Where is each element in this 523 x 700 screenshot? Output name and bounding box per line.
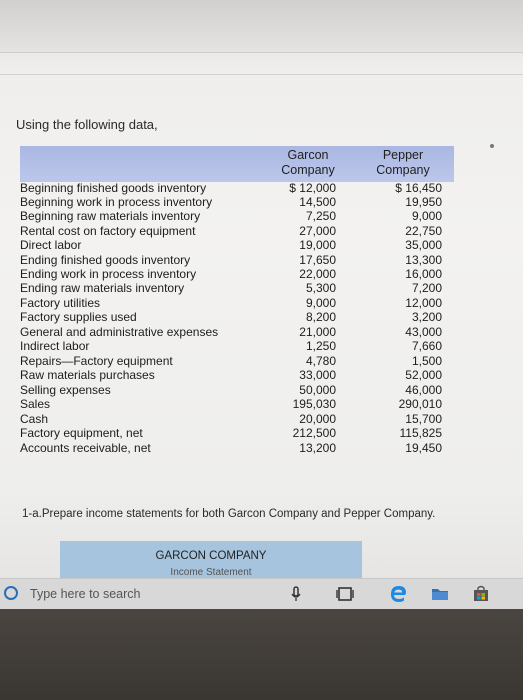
garcon-value: 20,000 — [299, 412, 336, 426]
row-label: Sales — [20, 397, 51, 411]
pepper-header-line2: Company — [376, 163, 430, 177]
garcon-value: 14,500 — [299, 195, 336, 209]
pepper-value: 7,660 — [411, 339, 442, 353]
row-label: General and administrative expenses — [20, 325, 219, 339]
pepper-value: 115,825 — [399, 426, 442, 440]
garcon-value: 50,000 — [299, 383, 336, 397]
pepper-value: 13,300 — [405, 253, 442, 267]
garcon-value: 33,000 — [299, 368, 336, 382]
row-label: Factory supplies used — [20, 310, 137, 324]
divider — [0, 74, 523, 75]
garcon-value: 17,650 — [299, 253, 336, 267]
garcon-value: $ 12,000 — [289, 181, 336, 195]
pepper-value: 9,000 — [411, 209, 442, 223]
table-row — [20, 267, 454, 281]
data-table — [20, 146, 454, 476]
row-label: Ending work in process inventory — [20, 267, 197, 281]
row-label: Beginning work in process inventory — [20, 195, 213, 209]
row-label: Beginning finished goods inventory — [20, 181, 207, 195]
pepper-value: 46,000 — [405, 383, 442, 397]
pepper-value: 19,450 — [405, 441, 442, 455]
edge-icon[interactable] — [389, 584, 409, 604]
row-label: Cash — [20, 412, 49, 426]
garcon-value: 22,000 — [299, 267, 336, 281]
pepper-value: 1,500 — [411, 354, 442, 368]
row-label: Rental cost on factory equipment — [20, 224, 196, 238]
row-label: Selling expenses — [20, 383, 111, 397]
garcon-header-line2: Company — [281, 163, 335, 177]
table-row — [20, 296, 454, 310]
taskbar-search-input[interactable]: Type here to search — [30, 587, 141, 601]
pepper-value: 43,000 — [405, 325, 442, 339]
row-label: Repairs—Factory equipment — [20, 354, 173, 368]
table-row — [20, 426, 454, 440]
garcon-value: 19,000 — [299, 238, 336, 252]
row-label: Factory equipment, net — [20, 426, 143, 440]
row-label: Direct labor — [20, 238, 82, 252]
pepper-value: 12,000 — [405, 296, 442, 310]
garcon-value: 8,200 — [305, 310, 336, 324]
table-row — [20, 238, 454, 252]
start-icon[interactable] — [4, 586, 18, 600]
row-label: Accounts receivable, net — [20, 441, 151, 455]
row-label: Ending raw materials inventory — [20, 281, 185, 295]
garcon-value: 21,000 — [299, 325, 336, 339]
browser-top-area — [0, 0, 523, 53]
question-text: 1-a.Prepare income statements for both Garcon Company and Pepper Company. — [22, 508, 436, 520]
income-statement-header — [60, 541, 362, 578]
row-label: Factory utilities — [20, 296, 101, 310]
pepper-value: 16,000 — [405, 267, 442, 281]
row-label: Beginning raw materials inventory — [20, 209, 201, 223]
pepper-value: 290,010 — [398, 397, 442, 411]
pepper-value: 35,000 — [405, 238, 442, 252]
garcon-value: 1,250 — [305, 339, 336, 353]
microphone-icon[interactable] — [286, 584, 306, 604]
taskbar — [0, 578, 523, 609]
table-row — [20, 253, 454, 267]
row-label: Raw materials purchases — [20, 368, 155, 382]
bullet-dot — [490, 144, 494, 148]
monitor-bezel — [0, 609, 523, 700]
table-row — [20, 339, 454, 353]
table-row — [20, 181, 454, 195]
store-icon[interactable] — [471, 584, 491, 604]
pepper-value: 7,200 — [411, 281, 442, 295]
file-explorer-icon[interactable] — [430, 584, 450, 604]
row-label: Ending finished goods inventory — [20, 253, 191, 267]
table-row — [20, 441, 454, 455]
table-row — [20, 281, 454, 295]
row-label: Indirect labor — [20, 339, 90, 353]
table-row — [20, 195, 454, 209]
form-subtitle: Income Statement — [170, 567, 252, 578]
garcon-header-line1: Garcon — [287, 148, 329, 162]
table-row — [20, 368, 454, 382]
pepper-value: 15,700 — [405, 412, 442, 426]
pepper-value: 19,950 — [405, 195, 442, 209]
table-row — [20, 209, 454, 223]
garcon-value: 4,780 — [305, 354, 336, 368]
garcon-value: 7,250 — [305, 209, 336, 223]
garcon-value: 13,200 — [299, 441, 336, 455]
garcon-column-header — [274, 148, 342, 178]
table-row — [20, 354, 454, 368]
intro-text: Using the following data, — [16, 117, 158, 132]
table-row — [20, 325, 454, 339]
pepper-value: $ 16,450 — [395, 181, 442, 195]
table-row — [20, 224, 454, 238]
garcon-value: 9,000 — [305, 296, 336, 310]
table-row — [20, 412, 454, 426]
task-view-icon[interactable] — [335, 584, 355, 604]
garcon-value: 212,500 — [292, 426, 336, 440]
pepper-header-line1: Pepper — [382, 148, 424, 162]
form-company-name: GARCON COMPANY — [155, 550, 267, 562]
table-row — [20, 383, 454, 397]
table-row — [20, 310, 454, 324]
pepper-value: 3,200 — [411, 310, 442, 324]
pepper-value: 52,000 — [405, 368, 442, 382]
garcon-value: 27,000 — [299, 224, 336, 238]
table-row — [20, 397, 454, 411]
pepper-column-header — [364, 148, 442, 178]
garcon-value: 195,030 — [292, 397, 336, 411]
garcon-value: 5,300 — [305, 281, 336, 295]
pepper-value: 22,750 — [405, 224, 442, 238]
